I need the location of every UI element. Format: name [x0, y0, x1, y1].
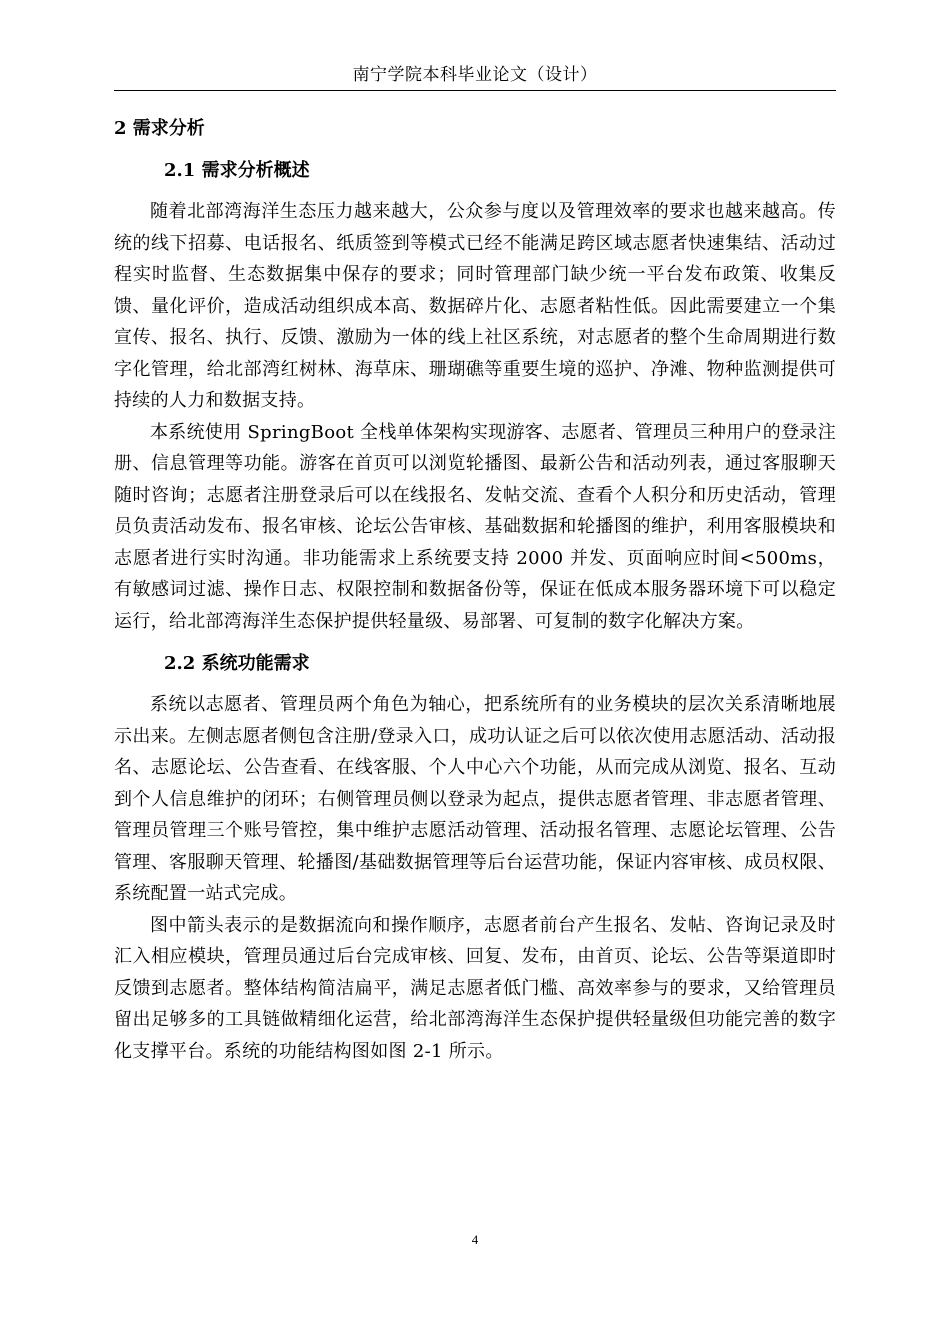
paragraph: 随着北部湾海洋生态压力越来越大，公众参与度以及管理效率的要求也越来越高。传统的线下招募、电话报名、纸质签到等模式已经不能满足跨区域志愿者快速集结、活动过程实时监督、生态数据集中保存的要求；同时管理部门缺少统一平台发布政策、收集反馈、量化评价，造成活动组织成本高、数据碎片化、志愿者粘性低。因此需要建立一个集宣传、报名、执行、反馈、激励为一体的线上社区系统，对志愿者的整个生命周期进行数字化管理，给北部湾红树林、海草床、珊瑚礁等重要生境的巡护、净滩、物种监测提供可持续的人力和数据支持。	[114, 201, 836, 411]
paragraph: 本系统使用 SpringBoot 全栈单体架构实现游客、志愿者、管理员三种用户的登录注册、信息管理等功能。游客在首页可以浏览轮播图、最新公告和活动列表，通过客服聊天随时咨询；志愿者注册登录后可以在线报名、发帖交流、查看个人积分和历史活动，管理员负责活动发布、报名审核、论坛公告审核、基础数据和轮播图的维护，利用客服模块和志愿者进行实时沟通。非功能需求上系统要支持 2000 并发、页面响应时间<500ms，有敏感词过滤、操作日志、权限控制和数据备份等，保证在低成本服务器环境下可以稳定运行，给北部湾海洋生态保护提供轻量级、易部署、可复制的数字化解决方案。	[114, 421, 836, 632]
section-heading: 2 需求分析	[114, 118, 205, 139]
page-number: 4	[471, 1232, 479, 1247]
paragraph: 系统以志愿者、管理员两个角色为轴心，把系统所有的业务模块的层次关系清晰地展示出来。左侧志愿者侧包含注册/登录入口，成功认证之后可以依次使用志愿活动、活动报名、志愿论坛、公告查看、在线客服、个人中心六个功能，从而完成从浏览、报名、互动到个人信息维护的闭环；右侧管理员侧以登录为起点，提供志愿者管理、非志愿者管理、管理员管理三个账号管控，集中维护志愿活动管理、活动报名管理、志愿论坛管理、公告管理、客服聊天管理、轮播图/基础数据管理等后台运营功能，保证内容审核、成员权限、系统配置一站式完成。	[114, 694, 836, 904]
subsection-heading-2-1: 2.1 需求分析概述	[164, 160, 310, 181]
subsection-heading-2-2: 2.2 系统功能需求	[164, 653, 310, 674]
paragraph: 图中箭头表示的是数据流向和操作顺序，志愿者前台产生报名、发帖、咨询记录及时汇入相应模块，管理员通过后台完成审核、回复、发布，由首页、论坛、公告等渠道即时反馈到志愿者。整体结构简洁扁平，满足志愿者低门槛、高效率参与的要求，又给管理员留出足够多的工具链做精细化运营，给北部湾海洋生态保护提供轻量级但功能完善的数字化支撑平台。系统的功能结构图如图 2-1 所示。	[114, 914, 836, 1062]
header-title: 南宁学院本科毕业论文（设计）	[352, 65, 598, 85]
page-header	[114, 62, 836, 91]
page-content	[114, 112, 836, 1067]
